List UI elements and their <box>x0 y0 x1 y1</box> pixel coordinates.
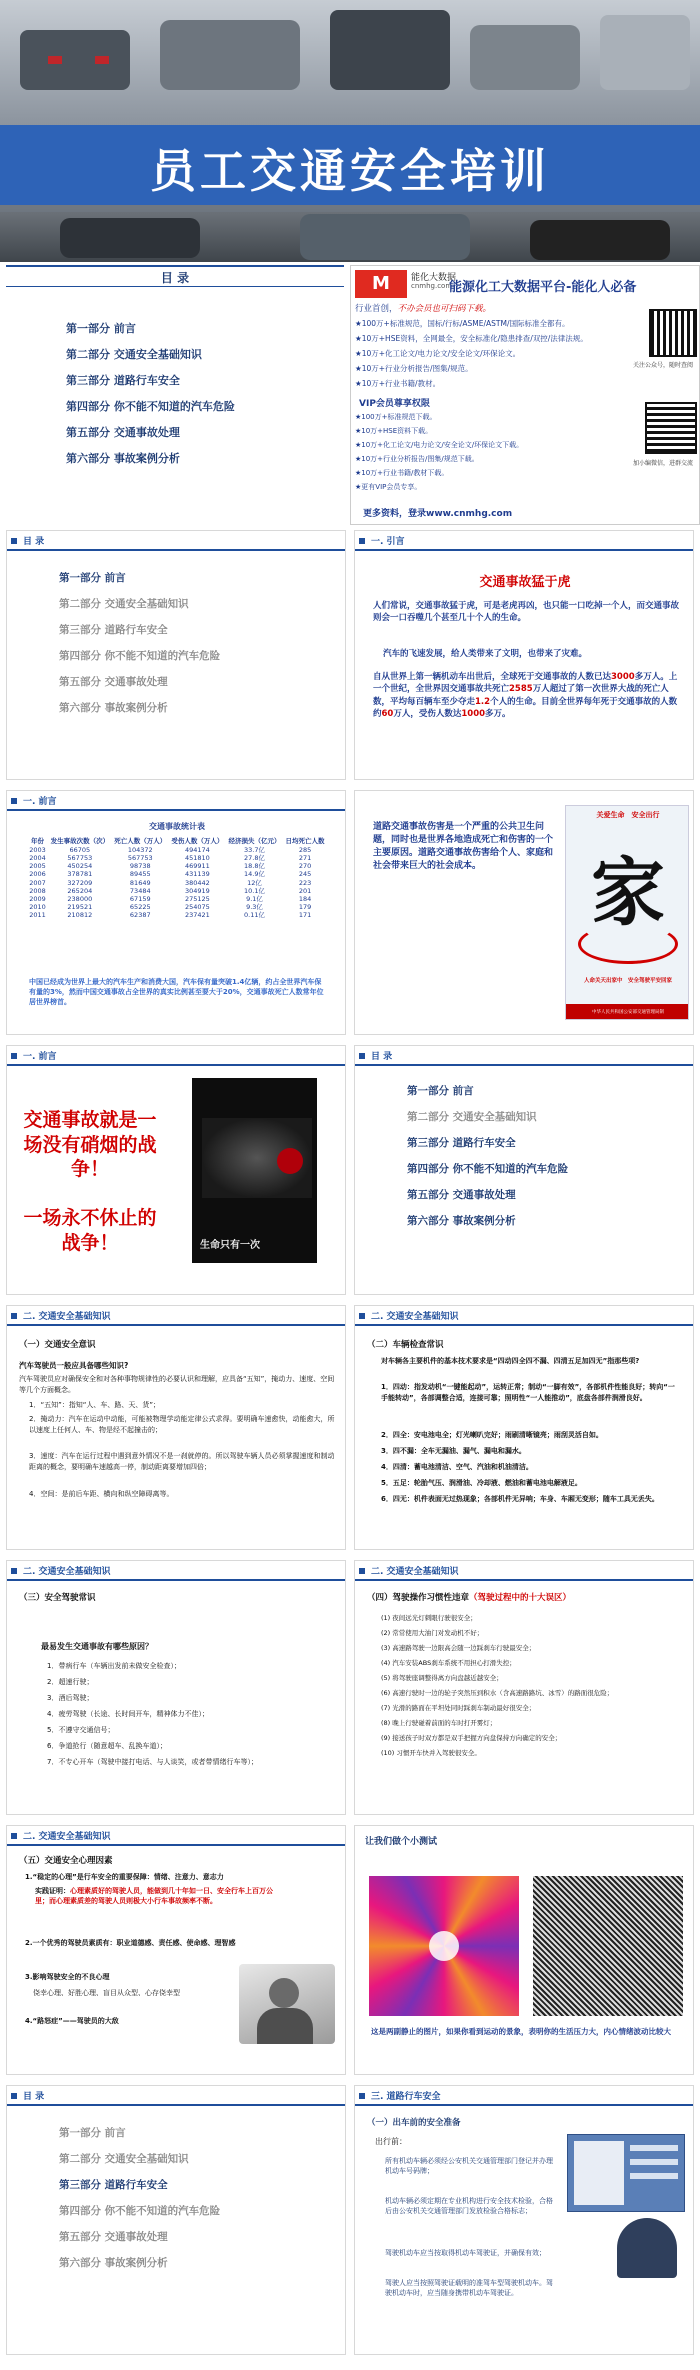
table-cell: 67159 <box>129 894 151 903</box>
section-lead: 出行前： <box>375 2137 407 2146</box>
ad-vip-line-3: ★10万+化工论文/电力论文/安全论文/环保论文下载。 <box>355 441 524 449</box>
violation-item-6: (6) 高速行驶时一边的轮子突然压到积水（含高速路路坑、冰雪）的路面很危险； <box>381 1689 614 1697</box>
toc-item-1[interactable]: 第一部分 前言 <box>407 1085 474 1097</box>
table-cell: 73484 <box>129 886 151 895</box>
table-cell: 450254 <box>67 862 93 871</box>
table-cell: 10.1亿 <box>244 886 265 895</box>
toc-item-6[interactable]: 第六部分 事故案例分析 <box>59 702 168 714</box>
table-cell: 210812 <box>67 911 93 919</box>
slide-intro <box>354 530 694 780</box>
psych-p4: 4.“路怒症”——驾驶员的大敌 <box>25 2017 119 2025</box>
slide-inspection <box>354 1305 694 1550</box>
table-row <box>27 870 327 878</box>
ad-line-4: ★10万+行业分析报告/图集/规范。 <box>355 364 473 373</box>
table-cell: 201 <box>298 886 312 895</box>
inspection-item-4: 4．四清：蓄电池清洁、空气、汽油和机油清洁。 <box>381 1463 533 1471</box>
violation-item-4: (4) 汽车安装ABS刹车系统不用担心打滑失控； <box>381 1659 516 1667</box>
slide-header: 二. 交通安全基础知识 <box>7 1561 345 1581</box>
slide-awareness <box>6 1305 346 1550</box>
slide-toc-1 <box>6 530 346 780</box>
stats-table <box>27 835 327 919</box>
violation-item-10: (10) 习惯开车快并入驾驶很安全。 <box>381 1749 481 1757</box>
toc-item-2[interactable]: 第二部分 交通安全基础知识 <box>59 598 189 610</box>
intro-p1: 人们常说，交通事故猛于虎，可是老虎再凶，也只能一口吃掉一个人，而交通事故则会一口吞噬几个甚至几十个人的生命。 <box>373 601 680 623</box>
table-cell: 270 <box>298 862 312 871</box>
section-sub: （二）车辆检查常识 <box>367 1340 444 1350</box>
slide-header: 二. 交通安全基础知识 <box>7 1826 345 1846</box>
ad-vip-title: VIP会员尊享权限 <box>359 399 430 409</box>
section-sub: （一）出车前的安全准备 <box>367 2118 461 2128</box>
ad-logo: M <box>355 270 407 298</box>
slogan-2: 一场永不休止的战争！ <box>23 1207 157 1254</box>
table-cell: 2009 <box>29 894 46 903</box>
table-title: 交通事故统计表 <box>149 822 205 831</box>
toc-item-6[interactable]: 第六部分 事故案例分析 <box>59 2257 168 2269</box>
toc-panel <box>0 265 350 525</box>
table-cell: 62387 <box>129 911 151 919</box>
table-cell: 327209 <box>67 878 93 887</box>
toc-item-2[interactable]: 第二部分 交通安全基础知识 <box>59 2153 189 2165</box>
license-image <box>567 2134 685 2212</box>
ad-vip-line-4: ★10万+行业分析报告/图集/规范下载。 <box>355 455 479 463</box>
table-cell: 18.8亿 <box>244 862 265 871</box>
slide-header: 一. 前言 <box>7 791 345 811</box>
table-cell: 567753 <box>127 854 153 863</box>
slide-header: 一. 引言 <box>355 531 693 551</box>
table-cell: 265204 <box>67 886 93 895</box>
table-cell: 27.8亿 <box>244 854 265 863</box>
ad-panel[interactable] <box>350 265 700 525</box>
psych-p2: 2.一个优秀的驾驶员素质有：职业道德感、责任感、使命感、理智感 <box>25 1939 236 1947</box>
ad-vip-line-1: ★100万+标准规范下载。 <box>355 413 437 421</box>
table-row <box>27 862 327 870</box>
cause-item-2: 2．超速行驶； <box>47 1678 94 1686</box>
slide-header: 一. 前言 <box>7 1046 345 1066</box>
intro-title: 交通事故猛于虎 <box>479 575 571 590</box>
section-q: 最易发生交通事故有哪些原因？ <box>41 1642 153 1651</box>
toc-item-3[interactable]: 第三部分 道路行车安全 <box>407 1137 516 1149</box>
table-cell: 275125 <box>184 894 210 903</box>
toc-item-4[interactable]: 第四部分 你不能不知道的汽车危险 <box>407 1163 569 1175</box>
awareness-item-2: 2．掩动力：汽车在运动中动能，可能被物理学动能定律公式求得。要明确车速愈快，动能愈大，所以速度上任何人、车、物是经不起撞击的； <box>29 1415 335 1434</box>
inspection-item-3: 3．四不漏：全车无漏油、漏气、漏电和漏水。 <box>381 1447 526 1455</box>
awareness-item-1: 1．“五知”：指知“人、车、路、天、货”； <box>29 1401 160 1409</box>
toc-item-5[interactable]: 第五部分 交通事故处理 <box>59 676 168 688</box>
table-row <box>27 895 327 903</box>
slide-header: 目 录 <box>7 531 345 551</box>
table-row <box>27 903 327 911</box>
toc-item-4[interactable]: 第四部分 你不能不知道的汽车危险 <box>59 650 221 662</box>
poster-footer: 中华人民共和国公安部交通管理局制 <box>566 1004 689 1020</box>
toc-item-4[interactable]: 第四部分 你不能不知道的汽车危险 <box>66 400 235 413</box>
ad-line-1: ★100万+标准规范，国标/行标/ASME/ASTM/国际标准全都有。 <box>355 319 570 328</box>
prep-item-4: 驾驶人应当按照驾驶证载明的准驾车型驾驶机动车。驾驶机动车时，应当随身携带机动车驾驶证。 <box>385 2279 553 2298</box>
table-cell: 65225 <box>129 902 151 911</box>
violation-item-2: (2) 常常使用大油门对发动机不好； <box>381 1629 484 1637</box>
table-cell: 469911 <box>184 862 210 871</box>
slide-driving <box>6 1560 346 1815</box>
table-cell: 380442 <box>184 878 210 887</box>
prep-item-2: 机动车辆必须定期在专业机构进行安全技术检验，合格后由公安机关交通管理部门发放检验合格标志； <box>385 2197 553 2216</box>
table-header-cell: 日均死亡人数 <box>285 837 325 845</box>
ad-vip-line-5: ★10万+行业书籍/教材下载。 <box>355 469 449 477</box>
inspection-item-2: 2．四全：安电池电全；灯光喇叭完好；雨刷清晰镜亮；雨刮灵活自如。 <box>381 1431 603 1439</box>
cause-item-6: 6．争道抢行（随意超车、乱换车道）； <box>47 1742 167 1750</box>
toc-heading: 目 录 <box>160 271 190 285</box>
table-header-cell: 发生事故次数（次） <box>50 837 110 845</box>
poster-top: 关爱生命 安全出行 <box>596 811 660 819</box>
section-sub-em: （驾驶过程中的十大误区） <box>469 1593 572 1603</box>
table-cell: 245 <box>298 870 312 879</box>
slide-toc-3 <box>6 2085 346 2355</box>
violation-item-9: (9) 接送孩子时双方都是双手把握方向盘保持方向确定的安全； <box>381 1734 562 1742</box>
table-row <box>27 846 327 854</box>
ad-vip-line-2: ★10万+HSE资料下载。 <box>355 427 433 435</box>
toc-item-2[interactable]: 第二部分 交通安全基础知识 <box>66 348 202 361</box>
test-text: 这是两副静止的图片，如果你看到运动的景象，表明你的生活压力大，内心情绪波动比较大 <box>371 2027 671 2036</box>
table-header-cell: 死亡人数（万人） <box>114 837 167 845</box>
table-cell: 9.3亿 <box>246 902 263 911</box>
toc-item-4[interactable]: 第四部分 你不能不知道的汽车危险 <box>59 2205 221 2217</box>
driver-photo <box>239 1964 335 2044</box>
table-cell: 179 <box>298 902 312 911</box>
table-cell: 2005 <box>29 862 46 871</box>
table-cell: 89455 <box>129 870 151 879</box>
intro-p3: 自从世界上第一辆机动车出世后，全球死于交通事故的人数已达3000多万人。上一个世纪，全世界因交通事故共死亡2585万人超过了第一次世界大战的死亡人数，平均每百辆车至少夺走1.2个人的生命。目前全世界每年死于交通事故的人数约60万人，受伤人数达1000多万。 <box>373 672 678 719</box>
section-p: 汽车驾驶员应对确保安全和对各种事物规律性的必要认识和理解，应具备“五知”，掩动力、速度、空间等几个方面概念。 <box>19 1375 335 1394</box>
table-row <box>27 879 327 887</box>
poster-bottom: 人命关天出家中 安全驾驶平安回家 <box>583 978 672 984</box>
violation-item-3: (3) 高速路驾驶一边限高会随一边踩刹车行驶最安全； <box>381 1644 536 1652</box>
table-cell: 171 <box>298 911 312 919</box>
toc-item-3[interactable]: 第三部分 道路行车安全 <box>66 374 180 387</box>
stats-note: 中国已经成为世界上最大的汽车生产和消费大国，汽车保有量突破1.4亿辆，约占全世界汽车保有量的3%，然而中国交通事故占全世界的真实比例甚至要大于20%，交通事故死亡人数常年位居世界榜首。 <box>29 978 324 1007</box>
section-q: 汽车驾驶员一般应具备哪些知识? <box>19 1361 129 1370</box>
table-cell: 223 <box>298 878 312 887</box>
toc-item-5[interactable]: 第五部分 交通事故处理 <box>407 1189 516 1201</box>
table-cell: 2003 <box>29 846 46 854</box>
psych-practice: 实践证明： <box>35 1887 70 1895</box>
toc-item-5[interactable]: 第五部分 交通事故处理 <box>66 426 180 439</box>
psych-practice-em: 心理素质好的驾驶人员，能做到几十年如一日、安全行车上百万公里；而心理素质差的驾驶人员则极大小行车事故频率不断。 <box>35 1887 273 1906</box>
qr-caption-2: 加小编微信，进群交流 <box>633 460 694 467</box>
section-sub: （五）交通安全心理因素 <box>19 1856 113 1866</box>
section-sub: （一）交通安全意识 <box>19 1340 96 1350</box>
toc-item-6[interactable]: 第六部分 事故案例分析 <box>407 1215 516 1227</box>
section-sub: （四）驾驶操作习惯性违章 <box>367 1593 470 1603</box>
section-sub: （三）安全驾驶常识 <box>19 1593 96 1603</box>
ad-line-3: ★10万+化工论文/电力论文/安全论文/环保论文。 <box>355 349 521 358</box>
table-cell: 2007 <box>29 878 46 887</box>
toc-item-1[interactable]: 第一部分 前言 <box>59 2127 126 2139</box>
slide-psychology <box>6 1825 346 2075</box>
table-cell: 2008 <box>29 886 46 895</box>
toc-item-6[interactable]: 第六部分 事故案例分析 <box>66 452 180 465</box>
cause-item-1: 1．带病行车（车辆出发前未做安全检查）； <box>47 1662 181 1670</box>
officer-image <box>617 2218 677 2278</box>
table-header-cell: 受伤人数（万人） <box>171 837 224 845</box>
table-cell: 66705 <box>69 846 91 854</box>
slide-header: 二. 交通安全基础知识 <box>355 1561 693 1581</box>
toc-item-2[interactable]: 第二部分 交通安全基础知识 <box>407 1111 537 1123</box>
table-row <box>27 887 327 895</box>
title-banner <box>0 0 700 262</box>
ad-tagline: 行业首创， <box>355 304 398 314</box>
cause-item-7: 7．不专心开车（驾驶中接打电话、与人谈笑，或者带情绪行车等）； <box>47 1758 258 1766</box>
toc-item-1[interactable]: 第一部分 前言 <box>66 322 136 335</box>
ad-title: 能源化工大数据平台-能化人必备 <box>449 280 637 295</box>
psych-p1: 1.“稳定的心理”是行车安全的重要保障：情绪、注意力、意志力 <box>25 1873 224 1881</box>
qr-code-1 <box>651 311 695 355</box>
table-cell: 184 <box>298 894 312 903</box>
psych-p3b: 侥幸心理、好胜心理、盲目从众型、心存侥幸型 <box>33 1989 180 1997</box>
inspection-item-1: 1．四动：指发动机“一键能起动”，运转正常；制动“一脚有效”，各部机件性能良好；转向“一手能转动”，各部调整合适，连接可靠；照明性“一人能推动”，底盘各部件润滑良好。 <box>381 1383 675 1402</box>
inspection-item-5: 5．五足：轮胎气压、润滑油、冷却液、燃油和蓄电池电解液足。 <box>381 1479 582 1487</box>
table-cell: 2011 <box>29 911 46 919</box>
qr-code-2 <box>647 404 695 452</box>
ad-logo-url: cnmhg.com <box>411 282 453 290</box>
prep-item-1: 所有机动车辆必须经公安机关交通管理部门登记并办理机动车号码牌； <box>385 2157 553 2176</box>
poster-image <box>565 805 689 1020</box>
awareness-item-4: 4．空间：是前后车距、横向和纵空障碍离等。 <box>29 1490 174 1498</box>
table-cell: 2010 <box>29 902 46 911</box>
table-cell: 494174 <box>184 846 210 854</box>
poster-text: 道路交通事故伤害是一个严重的公共卫生问题，同时也是世界各地造成死亡和伤害的一个主要原因。道路交通事故伤害给个人、家庭和社会带来巨大的社会成本。 <box>373 822 554 872</box>
table-cell: 104372 <box>127 846 153 854</box>
accident-caption: 生命只有一次 <box>200 1240 260 1251</box>
table-cell: 271 <box>298 854 312 863</box>
ad-logo-text: 能化大数据 <box>411 273 457 283</box>
toc-item-1[interactable]: 第一部分 前言 <box>59 572 126 584</box>
table-cell: 81649 <box>129 878 151 887</box>
table-cell: 431139 <box>184 870 210 879</box>
table-header-cell: 年份 <box>30 837 44 845</box>
slide-header: 目 录 <box>355 1046 693 1066</box>
slide-violations <box>354 1560 694 1815</box>
table-cell: 304919 <box>184 886 210 895</box>
table-cell: 98738 <box>129 862 151 871</box>
table-header-cell: 经济损失（亿元） <box>228 837 281 845</box>
inspection-item-6: 6．四无：机件表面无过热现象；各部机件无异响；车身、车厢无变形；随车工具无丢失。 <box>381 1495 659 1503</box>
psych-p3: 3.影响驾驶安全的不良心理 <box>25 1973 110 1981</box>
violation-item-5: (5) 将驾驶座调整得离方向盘越近越安全； <box>381 1674 503 1682</box>
section-intro: 对车辆各主要机件的基本技术要求是“四动四全四不漏、四清五足加四无”指那些项? <box>381 1357 640 1365</box>
slide-header: 目 录 <box>7 2086 345 2106</box>
table-cell: 238000 <box>67 894 93 903</box>
slide-illusion-test <box>354 1825 694 2075</box>
test-title: 让我们做个小测试 <box>365 1837 438 1847</box>
illusion-image-2 <box>533 1876 683 2016</box>
table-cell: 254075 <box>184 902 210 911</box>
table-row <box>27 854 327 862</box>
slide-header: 三. 道路行车安全 <box>355 2086 693 2106</box>
qr-caption-1: 关注公众号，随时查阅 <box>633 362 694 369</box>
slide-stats <box>6 790 346 1035</box>
violation-item-1: (1) 夜间远光灯刺眼行驶很安全； <box>381 1614 477 1622</box>
accident-image <box>192 1078 317 1263</box>
slide-header: 二. 交通安全基础知识 <box>355 1306 693 1326</box>
cause-item-4: 4．疲劳驾驶（长途、长时间开车，精神体力不佳）； <box>47 1710 209 1718</box>
slide-header: 二. 交通安全基础知识 <box>7 1306 345 1326</box>
toc-item-3[interactable]: 第三部分 道路行车安全 <box>59 2179 168 2191</box>
table-cell: 451810 <box>184 854 210 863</box>
table-cell: 0.11亿 <box>244 911 265 919</box>
toc-item-3[interactable]: 第三部分 道路行车安全 <box>59 624 168 636</box>
page-title: 员工交通安全培训 <box>150 144 550 198</box>
ad-footer[interactable]: 更多资料，登录www.cnmhg.com <box>363 509 513 519</box>
table-cell: 285 <box>298 846 312 854</box>
poster-road <box>578 924 678 964</box>
cause-item-5: 5．不遵守交通信号； <box>47 1726 115 1734</box>
table-cell: 14.9亿 <box>244 870 265 879</box>
violation-item-7: (7) 光滑的路面在平坦处同时踩刹车制动最好很安全； <box>381 1704 536 1712</box>
poster-char: 家 <box>591 850 665 936</box>
table-cell: 567753 <box>67 854 93 863</box>
ad-line-5: ★10万+行业书籍/教材。 <box>355 379 441 388</box>
slide-slogan <box>6 1045 346 1295</box>
ad-tagline-em: 不办会员也可扫码下载。 <box>397 304 492 314</box>
table-cell: 378781 <box>67 870 93 879</box>
slide-toc-2 <box>354 1045 694 1295</box>
slogan-1: 交通事故就是一场没有硝烟的战争！ <box>23 1109 157 1181</box>
toc-item-5[interactable]: 第五部分 交通事故处理 <box>59 2231 168 2243</box>
slide-poster <box>354 790 694 1035</box>
table-cell: 12亿 <box>247 878 262 887</box>
cause-item-3: 3．酒后驾驶； <box>47 1694 94 1702</box>
table-cell: 9.1亿 <box>246 894 263 903</box>
table-cell: 219521 <box>67 902 93 911</box>
table-cell: 2006 <box>29 870 46 879</box>
awareness-item-3: 3．速度：汽车在运行过程中遇到意外情况不是一刹就停的。所以驾驶车辆人员必须掌握速度和制动距离的概念，要明确车速越高一停，制动距离要增加四倍； <box>29 1452 335 1471</box>
table-cell: 2004 <box>29 854 46 863</box>
table-row <box>27 911 327 919</box>
intro-p2: 汽车的飞速发展，给人类带来了文明，也带来了灾难。 <box>383 649 588 659</box>
table-cell: 237421 <box>184 911 210 919</box>
prep-item-3: 驾驶机动车应当按取得机动车驾驶证，并确保有效； <box>385 2249 546 2257</box>
slide-road-safety <box>354 2085 694 2355</box>
ad-line-2: ★10万+HSE资料，全网最全，安全标准化/隐患排查/双控/法律法规。 <box>355 334 588 343</box>
table-cell: 33.7亿 <box>244 846 265 854</box>
violation-item-8: (8) 晚上行驶碰着前面的车时打开雾灯； <box>381 1719 497 1727</box>
ad-vip-line-6: ★更有VIP会员专享。 <box>355 483 422 491</box>
